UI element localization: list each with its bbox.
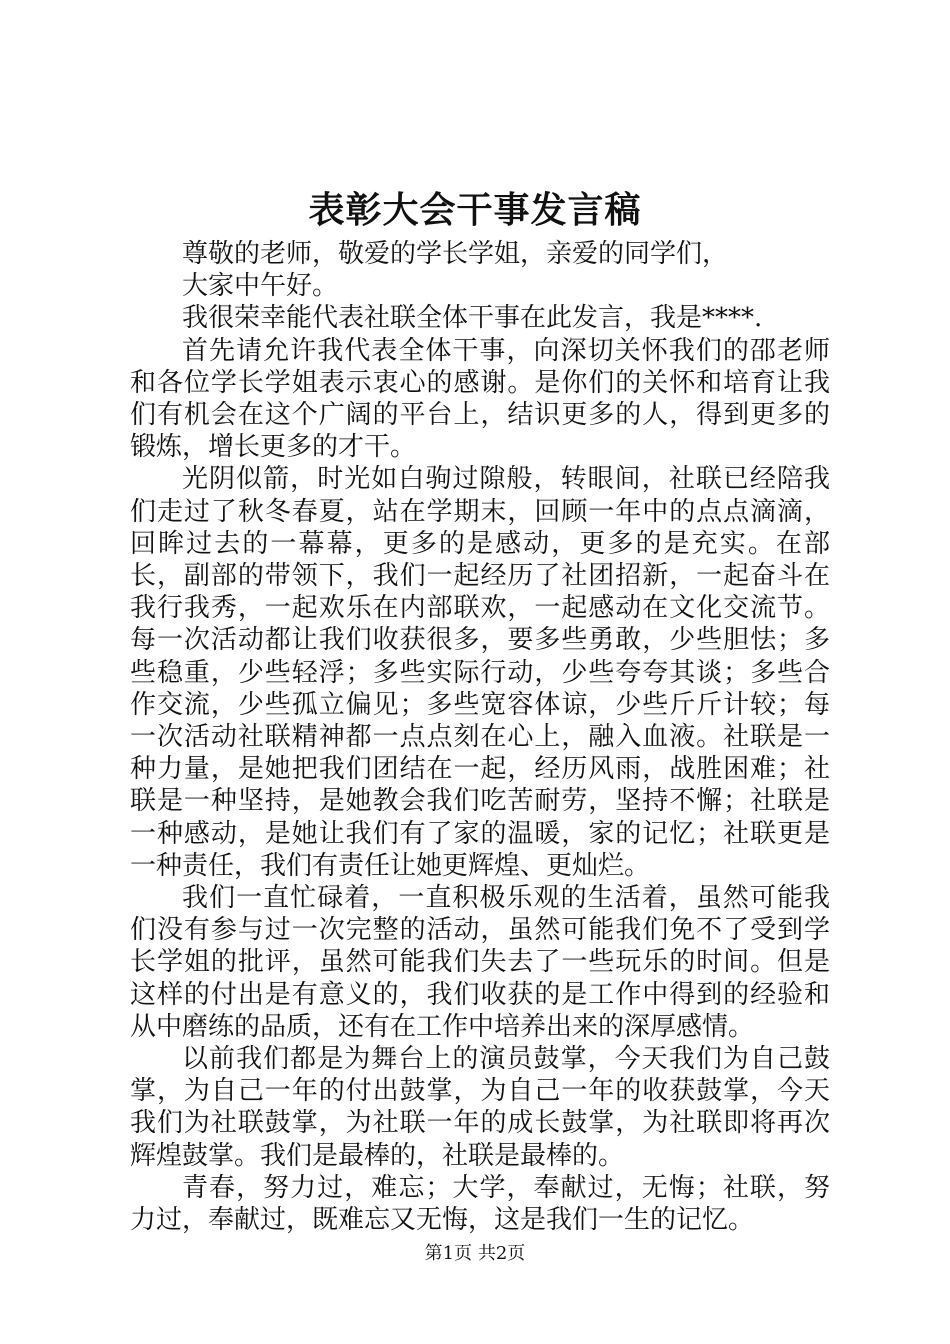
document-title: 表彰大会干事发言稿 bbox=[308, 189, 642, 231]
paragraph-review: 光阴似箭，时光如白驹过隙般，转眼间，社联已经陪我们走过了秋冬春夏，站在学期末，回顾一年中的点点滴滴，回眸过去的一幕幕，更多的是感动，更多的是充实。在部长，副部的带领下，我们一起经历了社团招新，一起奋斗在我行我秀，一起欢乐在内部联欢，一起感动在文化交流节。每一次活动都让我们收获很多，要多些勇敢，少些胆怯；多些稳重，少些轻浮；多些实际行动，少些夸夸其谈；多些合作交流，少些孤立偏见；多些宽容体谅，少些斤斤计较；每一次活动社联精神都一点点刻在心上，融入血液。社联是一种力量，是她把我们团结在一起，经历风雨，战胜困难；社联是一种坚持，是她教会我们吃苦耐劳，坚持不懈；社联是一种感动，是她让我们有了家的温暖，家的记忆；社联更是一种责任，我们有责任让她更辉煌、更灿烂。 bbox=[130, 464, 830, 881]
page-number-footer: 第1页 共2页 bbox=[424, 1243, 526, 1264]
paragraph-thanks: 首先请允许我代表全体干事，向深切关怀我们的邵老师和各位学长学姐表示衷心的感谢。是你们的关怀和培育让我们有机会在这个广阔的平台上，结识更多的人，得到更多的锻炼，增长更多的才干。 bbox=[130, 335, 830, 463]
paragraph-closing: 青春，努力过，难忘；大学，奉献过，无悔；社联，努力过，奉献过，既难忘又无悔，这是我们一生的记忆。 bbox=[130, 1172, 830, 1236]
paragraph-effort: 我们一直忙碌着，一直积极乐观的生活着，虽然可能我们没有参与过一次完整的活动，虽然可能我们免不了受到学长学姐的批评，虽然可能我们失去了一些玩乐的时间。但是这样的付出是有意义的，我们收获的是工作中得到的经验和从中磨练的品质，还有在工作中培养出来的深厚感情。 bbox=[130, 883, 830, 1042]
document-body bbox=[130, 238, 830, 1236]
paragraph-applause: 以前我们都是为舞台上的演员鼓掌，今天我们为自己鼓掌，为自己一年的付出鼓掌，为自己一年的收获鼓掌，今天我们为社联鼓掌，为社联一年的成长鼓掌，为社联即将再次辉煌鼓掌。我们是最棒的，社联是最棒的。 bbox=[130, 1044, 830, 1171]
paragraph-intro: 我很荣幸能代表社联全体干事在此发言，我是****. bbox=[182, 303, 763, 334]
paragraph-hello: 大家中午好。 bbox=[182, 271, 339, 302]
paragraph-greeting: 尊敬的老师，敬爱的学长学姐，亲爱的同学们， bbox=[182, 239, 729, 269]
